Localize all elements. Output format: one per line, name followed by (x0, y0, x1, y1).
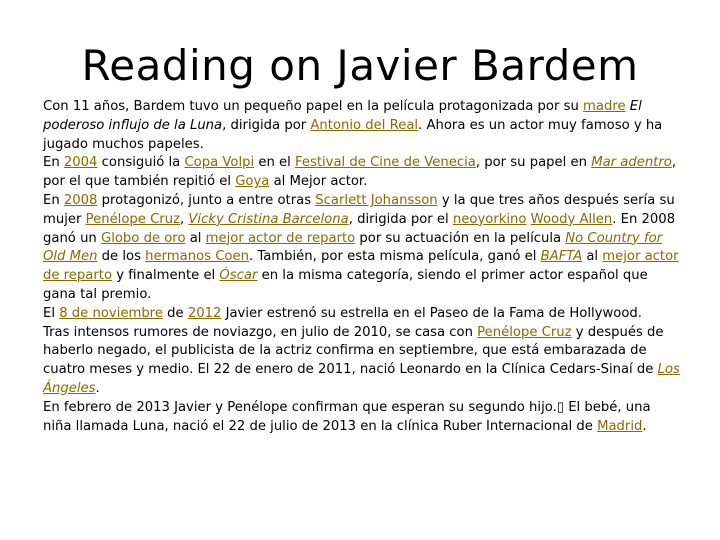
text: y finalmente el (112, 268, 220, 284)
text: En (43, 155, 64, 171)
text: Tras intensos rumores de noviazgo, en julio de 2010, se casa con (43, 324, 478, 340)
link-copa-volpi[interactable]: Copa Volpi (184, 155, 255, 171)
link-antonio-del-real[interactable]: Antonio del Real (310, 117, 419, 133)
link-2012[interactable]: 2012 (187, 305, 222, 321)
link-hermanos-coen[interactable]: hermanos Coen (145, 249, 249, 265)
link-los-angeles[interactable]: Los Ángeles (43, 362, 680, 396)
text: de (162, 305, 188, 321)
text: por su actuación en la película (355, 230, 566, 246)
link-mar-adentro[interactable]: Mar adentro (591, 155, 672, 171)
text: al (185, 230, 206, 246)
film-title: El poderoso influjo de la Luna (43, 99, 642, 133)
text: , dirigida por el (348, 211, 453, 227)
text: . En 2008 ganó un (43, 211, 676, 246)
link-oscar[interactable]: Óscar (219, 268, 258, 284)
link-globo-de-oro[interactable]: Globo de oro (100, 230, 186, 246)
link-penelope-cruz-2[interactable]: Penélope Cruz (477, 324, 572, 340)
link-mejor-actor-reparto-2[interactable]: mejor actor de reparto (43, 249, 679, 284)
link-bafta[interactable]: BAFTA (540, 249, 583, 265)
text: de los (97, 249, 146, 265)
link-mejor-actor-reparto[interactable]: mejor actor de reparto (205, 230, 356, 246)
text: Javier estrenó su estrella en el Paseo de la Fama de Hollywood. (221, 305, 642, 321)
text: En (43, 192, 64, 208)
paragraph-2008 (43, 192, 683, 305)
link-madre[interactable]: madre (583, 99, 626, 114)
paragraph-marriage (43, 324, 683, 399)
link-penelope-cruz[interactable]: Penélope Cruz (85, 211, 180, 227)
link-madrid[interactable]: Madrid (597, 418, 643, 434)
missing-glyph-box: ▯ (556, 399, 565, 415)
text: , por el que también repitió el (43, 155, 677, 190)
text: . Ahora es un actor muy famoso y ha jugado muchos papeles. (43, 117, 663, 152)
text: . También, por esta misma película, ganó el (248, 249, 541, 265)
text: en el (254, 155, 295, 171)
text: al Mejor actor. (269, 174, 368, 190)
paragraph-early-career (43, 98, 683, 154)
link-neoyorkino[interactable]: neoyorkino (452, 211, 527, 227)
paragraph-2013 (43, 399, 683, 437)
text: Con 11 años, Bardem tuvo un pequeño papel en la película protagonizada por su (43, 99, 584, 114)
link-2004[interactable]: 2004 (63, 155, 98, 171)
text: El (43, 305, 60, 321)
link-8-de-noviembre[interactable]: 8 de noviembre (59, 305, 163, 321)
text: y después de haberlo negado, el publicista de la actriz confirma en septiembre, que está embarazada de cuatro meses y medio. El 22 de enero de 2011, nació Leonardo en la Clínica Cedars-Sinaí de (43, 324, 664, 378)
text: , (180, 211, 189, 227)
link-woody-allen[interactable]: Woody Allen (530, 211, 613, 227)
text: , dirigida por (222, 117, 311, 133)
link-2008[interactable]: 2008 (63, 192, 98, 208)
link-vicky-cristina-barcelona[interactable]: Vicky Cristina Barcelona (188, 211, 349, 227)
slide-title: Reading on Javier Bardem (81, 41, 639, 90)
text: protagonizó, junto a entre otras (97, 192, 316, 208)
text: En febrero de 2013 Javier y Penélope confirman que esperan su segundo hijo. (43, 399, 557, 415)
paragraph-2012 (43, 305, 683, 324)
text: y la que tres años después sería su mujer (43, 192, 675, 227)
text: al (582, 249, 603, 265)
slide-body (43, 98, 683, 436)
link-no-country-for-old-men[interactable]: No Country for Old Men (43, 230, 663, 265)
text: en la misma categoría, siendo el primer actor español que gana tal premio. (43, 268, 648, 302)
link-scarlett-johansson[interactable]: Scarlett Johansson (315, 192, 438, 208)
text: . (642, 418, 647, 434)
link-goya[interactable]: Goya (235, 174, 270, 190)
text: El bebé, una niña llamada Luna, nació el 22 de julio de 2013 en la clínica Ruber Internacional de (43, 399, 651, 434)
paragraph-2004 (43, 154, 683, 192)
link-festival-venecia[interactable]: Festival de Cine de Venecia (294, 155, 476, 171)
text: consiguió la (97, 155, 185, 171)
text: , por su papel en (475, 155, 592, 171)
text: . (95, 380, 100, 396)
